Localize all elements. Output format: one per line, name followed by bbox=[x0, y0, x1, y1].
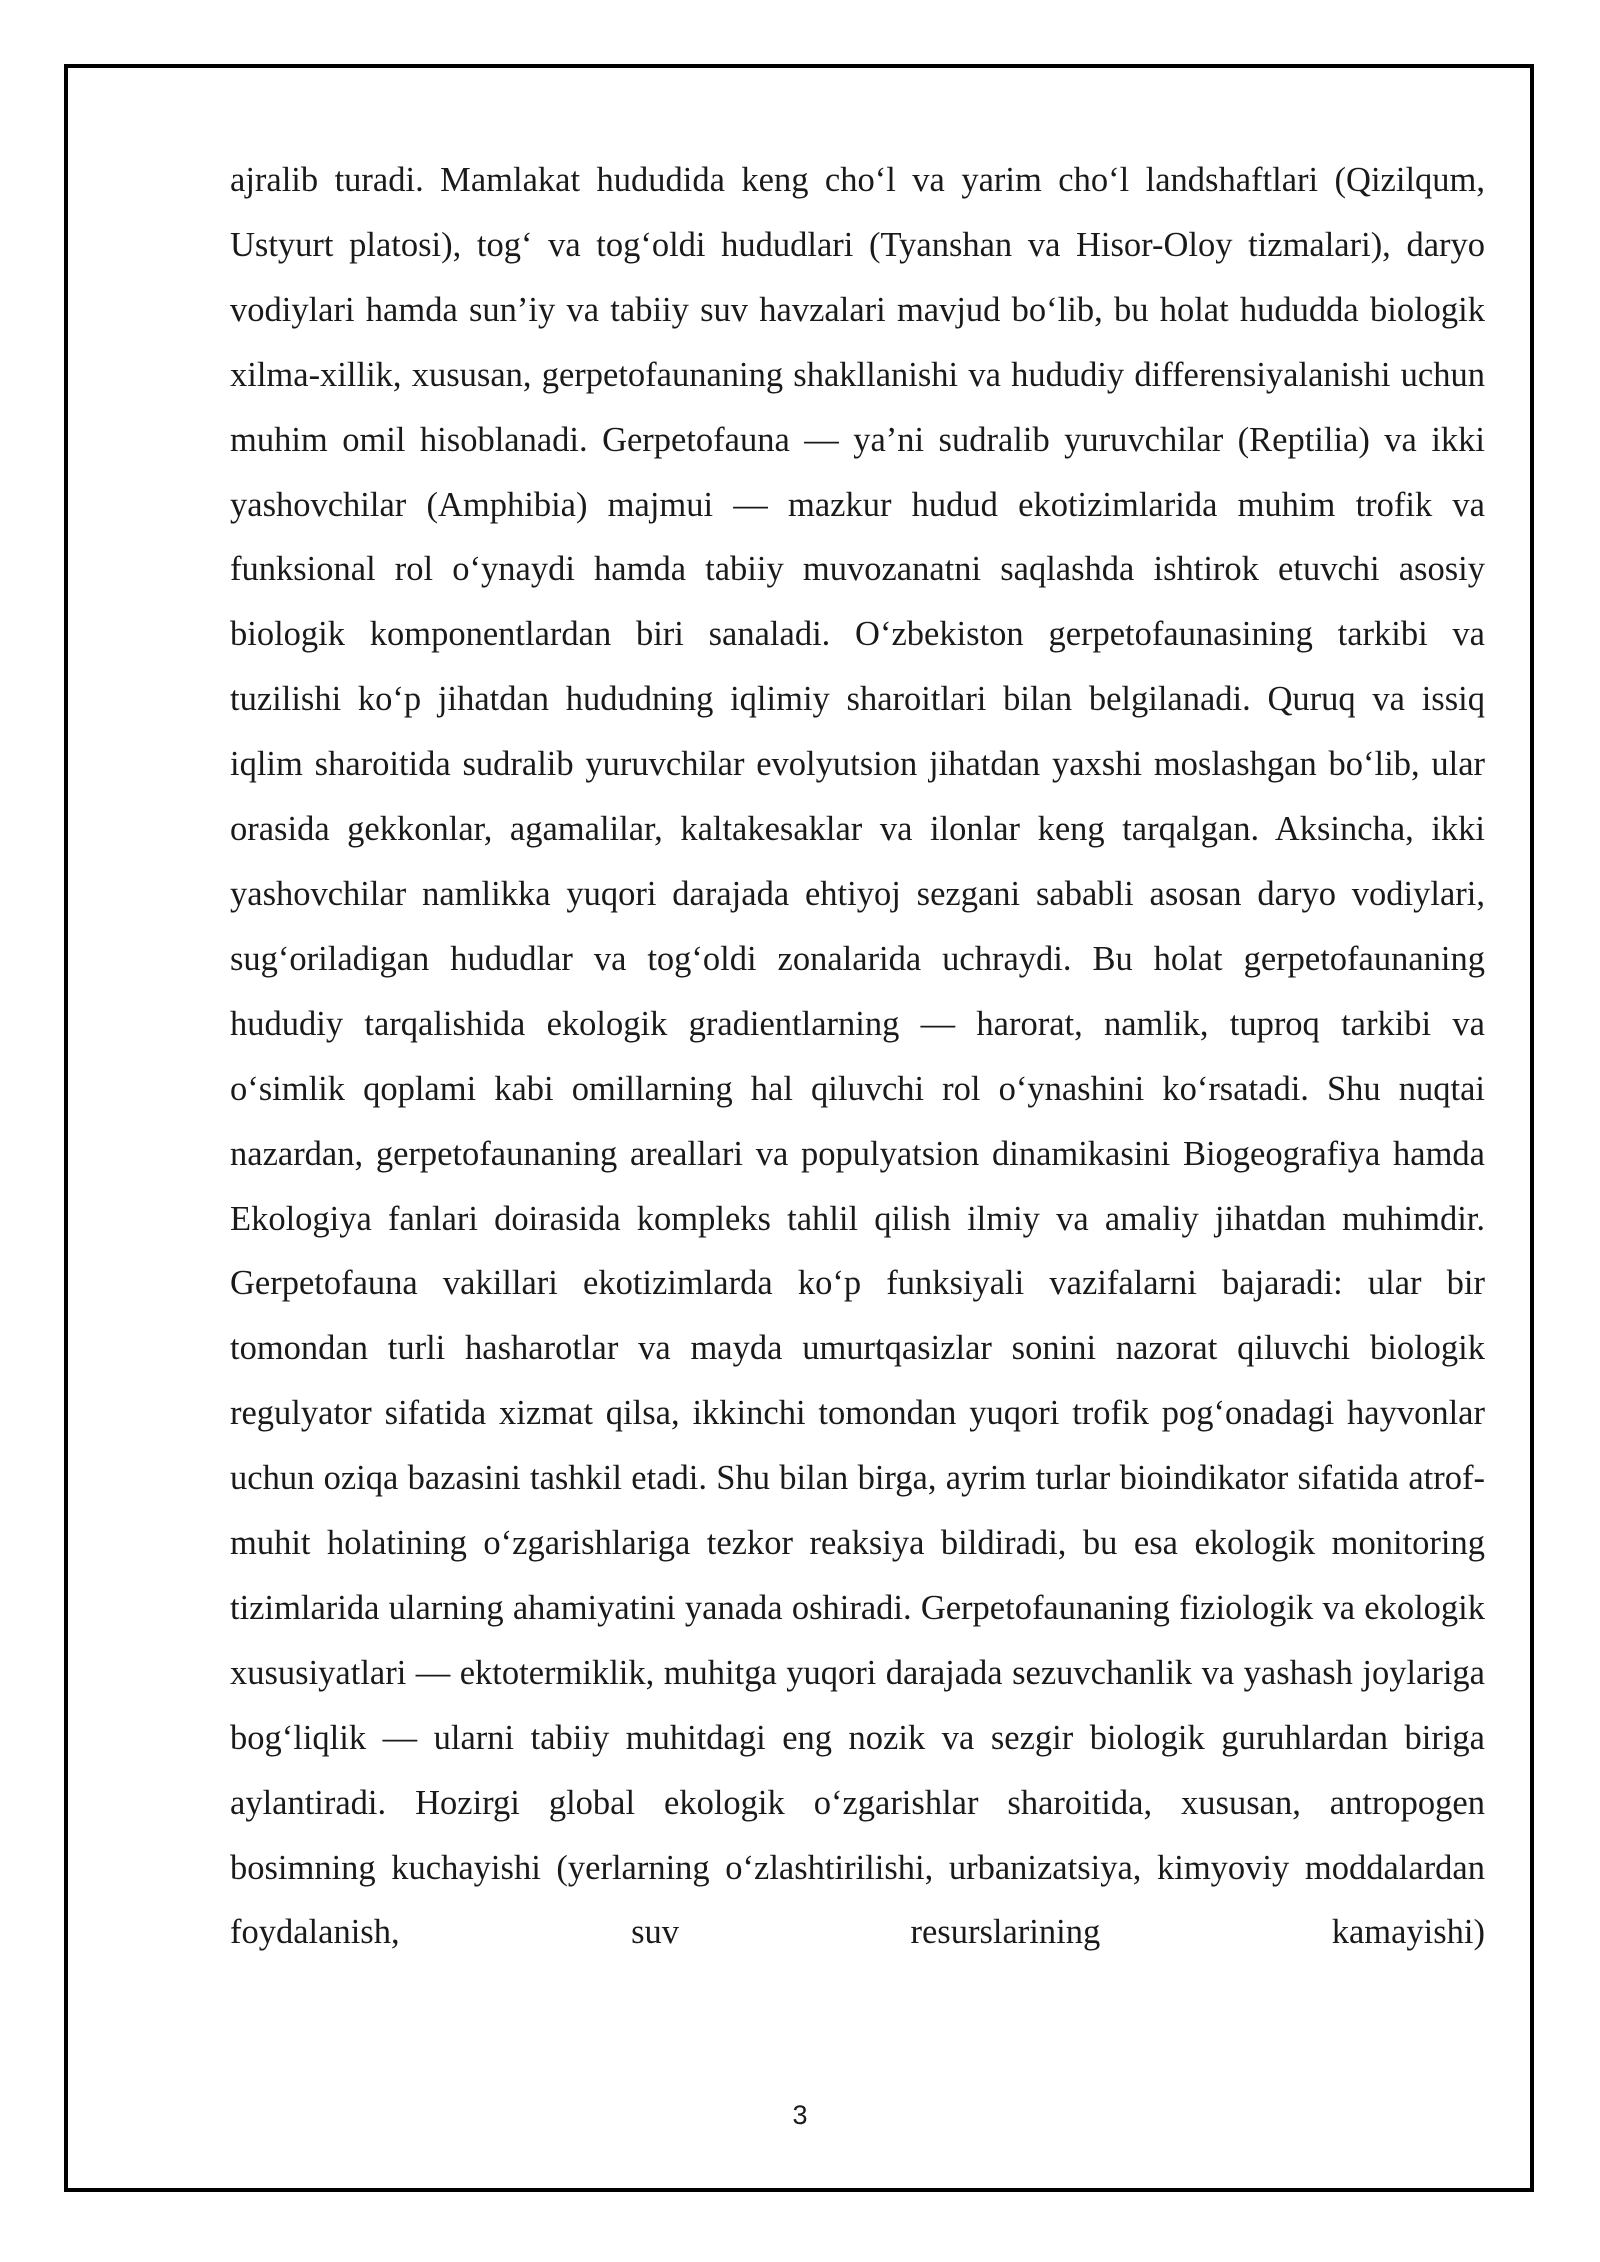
body-paragraph: ajralib turadi. Mamlakat hududida keng cho‘l va yarim cho‘l landshaftlari (Qizilqum, Ustyurt platosi), tog‘ va tog‘oldi hududlari (Tyanshan va Hisor-Oloy tizmalari), daryo vodiylari hamda sun’iy va tabiiy suv havzalari mavjud bo‘lib, bu holat hududda biologik xilma-xillik, xususan, gerpetofaunaning shakllanishi va hududiy differensiyalanishi uchun muhim omil hisoblanadi. Gerpetofauna — ya’ni sudralib yuruvchilar (Reptilia) va ikki yashovchilar (Amphibia) majmui — mazkur hudud ekotizimlarida muhim trofik va funksional rol o‘ynaydi hamda tabiiy muvozanatni saqlashda ishtirok etuvchi asosiy biologik komponentlardan biri sanaladi. O‘zbekiston gerpetofaunasining tarkibi va tuzilishi ko‘p jihatdan hududning iqlimiy sharoitlari bilan belgilanadi. Quruq va issiq iqlim sharoitida sudralib yuruvchilar evolyutsion jihatdan yaxshi moslashgan bo‘lib, ular orasida gekkonlar, agamalilar, kaltakesaklar va ilonlar keng tarqalgan. Aksincha, ikki yashovchilar namlikka yuqori darajada ehtiyoj sezgani sababli asosan daryo vodiylari, sug‘oriladigan hududlar va tog‘oldi zonalarida uchraydi. Bu holat gerpetofaunaning hududiy tarqalishida ekologik gradientlarning — harorat, namlik, tuproq tarkibi va o‘simlik qoplami kabi omillarning hal qiluvchi rol o‘ynashini ko‘rsatadi. Shu nuqtai nazardan, gerpetofaunaning areallari va populyatsion dinamikasini Biogeografiya hamda Ekologiya fanlari doirasida kompleks tahlil qilish ilmiy va amaliy jihatdan muhimdir. Gerpetofauna vakillari ekotizimlarda ko‘p funksiyali vazifalarni bajaradi: ular bir tomondan turli hasharotlar va mayda umurtqasizlar sonini nazorat qiluvchi biologik regulyator sifatida xizmat qilsa, ikkinchi tomondan yuqori trofik pog‘onadagi hayvonlar uchun oziqa bazasini tashkil etadi. Shu bilan birga, ayrim turlar bioindikator sifatida atrof-muhit holatining o‘zgarishlariga tezkor reaksiya bildiradi, bu esa ekologik monitoring tizimlarida ularning ahamiyatini yanada oshiradi. Gerpetofaunaning fiziologik va ekologik xususiyatlari — ektotermiklik, muhitga yuqori darajada sezuvchanlik va yashash joylariga bog‘liqlik — ularni tabiiy muhitdagi eng nozik va sezgir biologik guruhlardan biriga aylantiradi. Hozirgi global ekologik o‘zgarishlar sharoitida, xususan, antropogen bosimning kuchayishi (yerlarning o‘zlashtirilishi, urbanizatsiya, kimyoviy moddalardan foydalanish, suv resurslarining kamayishi) bbox=[230, 161, 1485, 1952]
page-number: 3 bbox=[792, 2100, 808, 2130]
